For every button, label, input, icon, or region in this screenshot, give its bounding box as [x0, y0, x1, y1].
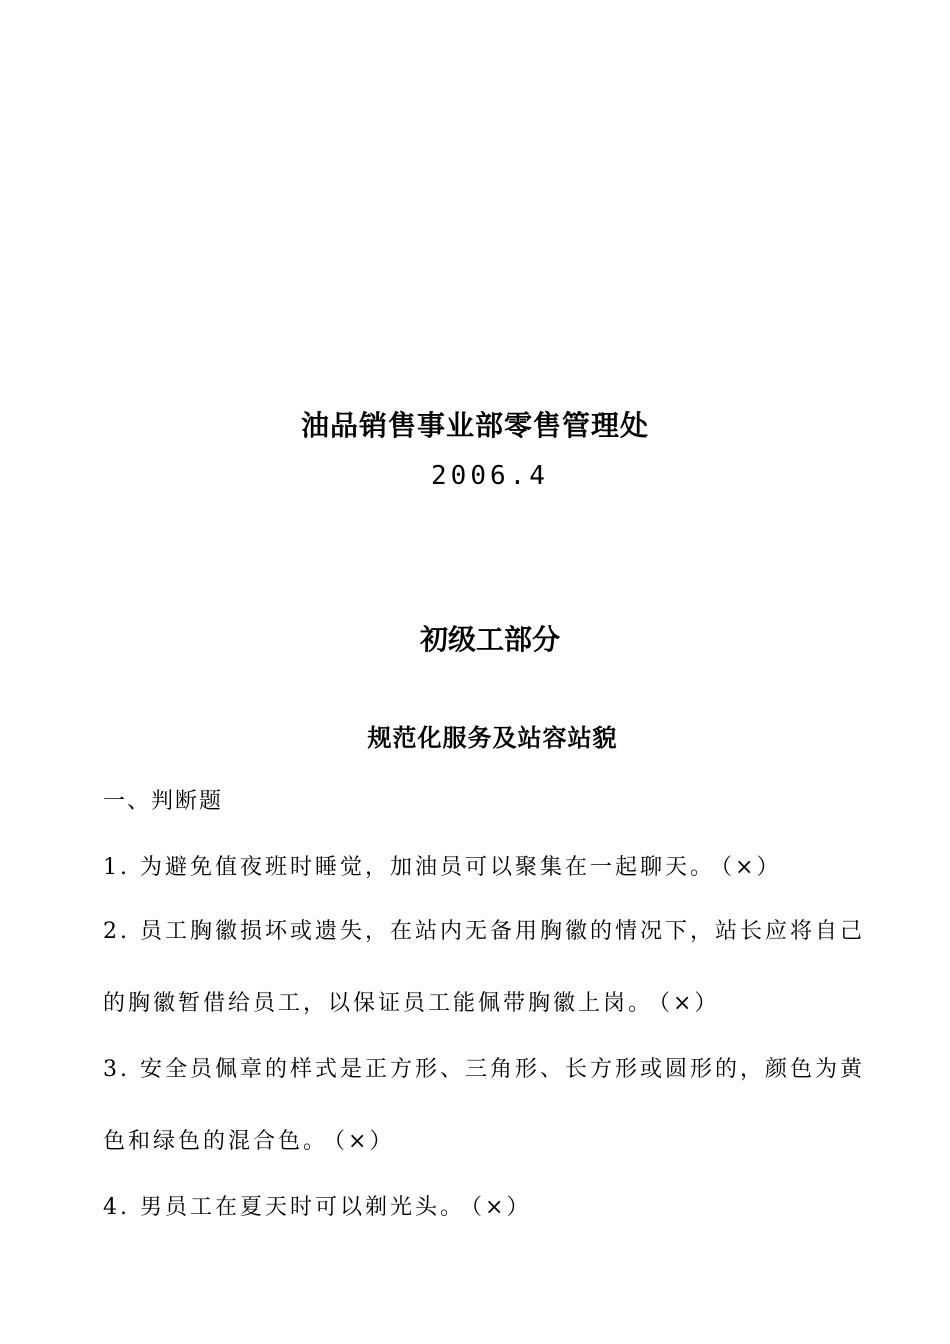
section-title: 初级工部分 [419, 623, 560, 656]
question-4-line-1 [103, 1190, 531, 1226]
question-2-line-2 [103, 986, 719, 1022]
question-3-line-1 [103, 1052, 865, 1088]
question-3-line-2 [103, 1124, 394, 1160]
organization-name: 油品销售事业部零售管理处 [300, 409, 649, 442]
question-number: 2. [103, 919, 130, 944]
question-text: 的胸徽暂借给员工，以保证员工能佩带胸徽上岗。 [103, 991, 654, 1016]
question-text: 安全员佩章的样式是正方形、三角形、长方形或圆形的，颜色为黄 [140, 1057, 866, 1082]
question-answer: （×） [334, 1129, 395, 1154]
question-number: 3. [103, 1057, 130, 1082]
question-text: 男员工在夏天时可以剃光头。 [140, 1195, 466, 1220]
question-answer: （×） [721, 855, 782, 880]
subsection-title: 规范化服务及站容站貌 [367, 723, 618, 752]
question-answer: （×） [471, 1195, 532, 1220]
question-number: 1. [103, 855, 130, 880]
part-heading: 一、判断题 [103, 789, 224, 814]
question-answer: （×） [659, 991, 720, 1016]
question-text: 色和绿色的混合色。 [103, 1129, 329, 1154]
question-2-line-1 [103, 914, 865, 950]
document-date: 2006.4 [431, 461, 549, 491]
question-text: 为避免值夜班时睡觉，加油员可以聚集在一起聊天。 [140, 855, 716, 880]
question-number: 4. [103, 1195, 130, 1220]
question-1-line-1 [103, 850, 781, 886]
question-text: 员工胸徽损坏或遗失，在站内无备用胸徽的情况下，站长应将自己 [140, 919, 866, 944]
